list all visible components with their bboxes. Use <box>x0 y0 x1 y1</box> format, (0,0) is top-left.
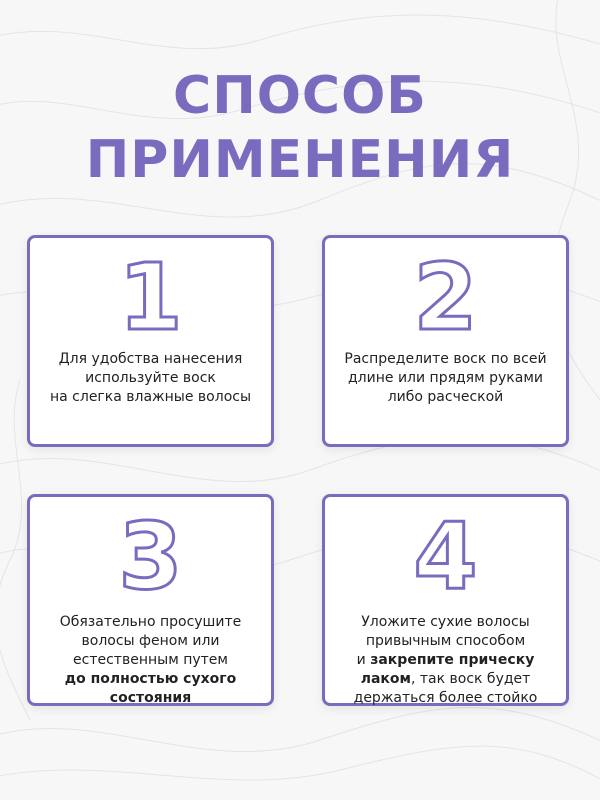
step-text-line: Для удобства нанесения <box>58 351 243 367</box>
step-text-line: либо расческой <box>387 389 504 405</box>
page-title-line1: СПОСОБ <box>173 66 427 126</box>
step-card-3 <box>27 494 274 706</box>
step-text-line: на слегка влажные волосы <box>49 389 252 405</box>
step-text-line <box>331 651 560 670</box>
step-text-line <box>331 670 560 689</box>
step-text-line: используйте воск <box>85 370 216 386</box>
step-text-bold: лаком <box>360 671 411 687</box>
step-text-rest: , так воск будет <box>410 671 531 687</box>
step-text-line: Распределите воск по всей <box>344 351 547 367</box>
step-number: 2 <box>413 244 478 351</box>
step-text-line: волосы феном или <box>81 633 220 649</box>
step-text-prefix: и <box>356 652 371 668</box>
step-text-line-bold: состояния <box>109 690 192 706</box>
step-card-2 <box>322 235 569 447</box>
step-number: 1 <box>118 244 183 351</box>
step-number: 3 <box>118 503 183 610</box>
step-description <box>36 350 265 407</box>
step-text-line: Уложите сухие волосы <box>361 614 530 630</box>
step-text-line: длине или прядям руками <box>348 370 543 386</box>
step-text-line: держаться более стойко <box>353 690 538 706</box>
step-description <box>331 613 560 708</box>
step-description <box>331 350 560 407</box>
page-title-line2: ПРИМЕНЕНИЯ <box>85 130 515 190</box>
step-number: 4 <box>413 503 478 610</box>
step-text-line: естественным путем <box>73 652 228 668</box>
step-text-line: привычным способом <box>365 633 526 649</box>
step-text-line: Обязательно просушите <box>59 614 242 630</box>
step-text-bold: закрепите прическу <box>370 652 535 668</box>
step-text-line-bold: до полностью сухого <box>64 671 237 687</box>
step-card-1 <box>27 235 274 447</box>
step-card-4 <box>322 494 569 706</box>
step-description <box>36 613 265 708</box>
